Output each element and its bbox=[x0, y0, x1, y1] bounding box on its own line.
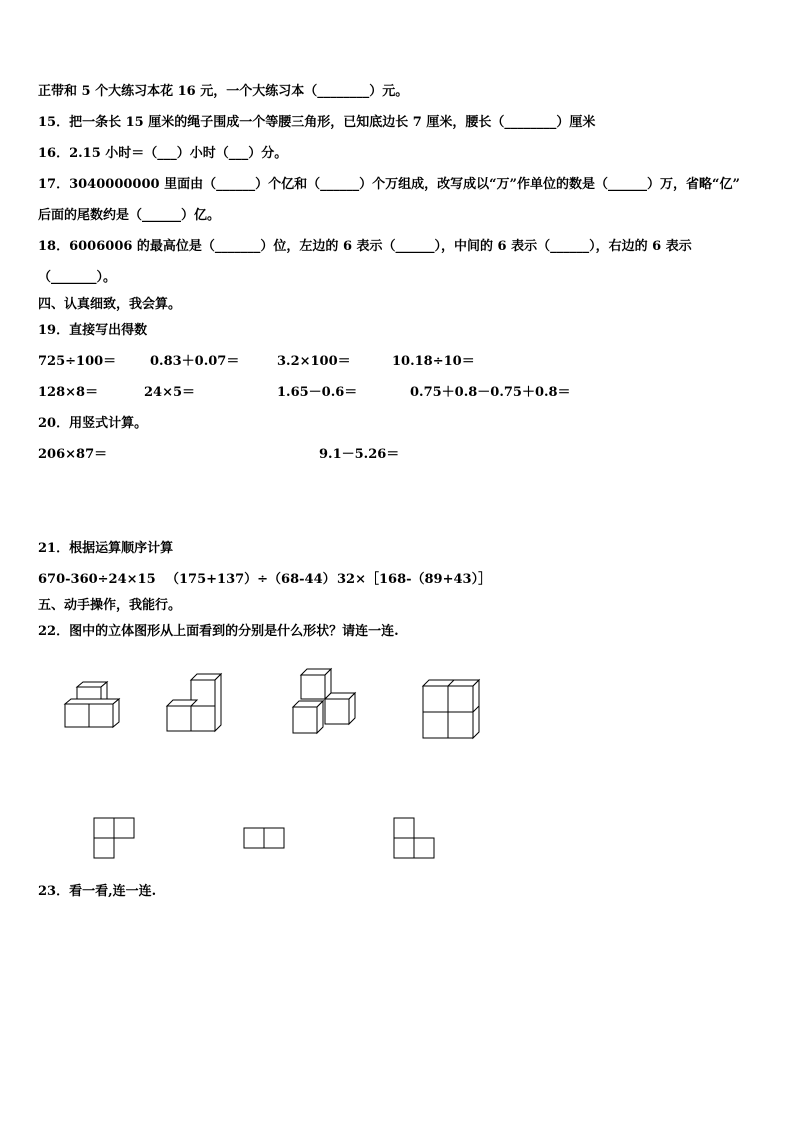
q19-item: 3.2×100＝ bbox=[277, 354, 351, 369]
solid-figure-4 bbox=[418, 676, 488, 742]
q20-item: 9.1－5.26＝ bbox=[319, 447, 400, 462]
section-4-heading: 四、认真细致，我会算。 bbox=[38, 297, 182, 312]
question-16: 16．2.15 小时＝（___）小时（___）分。 bbox=[38, 146, 288, 161]
q19-item: 10.18÷10＝ bbox=[392, 354, 475, 369]
q20-item: 206×87＝ bbox=[38, 447, 108, 462]
q21-item: 32×［168-（89+43）］ bbox=[337, 572, 492, 587]
q21-item: 670-360÷24×15 bbox=[38, 572, 156, 587]
q19-item: 725÷100＝ bbox=[38, 354, 117, 369]
q19-item: 24×5＝ bbox=[144, 385, 196, 400]
question-21: 21．根据运算顺序计算 bbox=[38, 541, 174, 556]
question-23: 23．看一看,连一连. bbox=[38, 884, 157, 899]
solid-figure-2 bbox=[162, 672, 232, 736]
top-view-shape-1 bbox=[90, 814, 138, 862]
question-19: 19．直接写出得数 bbox=[38, 323, 148, 338]
solid-figure-1 bbox=[60, 682, 130, 732]
q19-item: 128×8＝ bbox=[38, 385, 99, 400]
question-18-line-1: 18．6006006 的最高位是（_______）位，左边的 6 表示（______），中间的 6 表示（______），右边的 6 表示 bbox=[38, 239, 692, 254]
solid-figure-3 bbox=[290, 664, 362, 738]
q21-item: （175+137）÷（68-44） bbox=[166, 572, 336, 587]
section-5-heading: 五、动手操作，我能行。 bbox=[38, 598, 182, 613]
q19-item: 0.75＋0.8－0.75＋0.8＝ bbox=[410, 385, 571, 400]
question-20: 20．用竖式计算。 bbox=[38, 416, 148, 431]
question-15: 15．把一条长 15 厘米的绳子围成一个等腰三角形，已知底边长 7 厘米，腰长（________）厘米 bbox=[38, 115, 596, 130]
question-14-continuation: 正带和 5 个大练习本花 16 元，一个大练习本（________）元。 bbox=[38, 84, 409, 99]
question-17-line-2: 后面的尾数约是（______）亿。 bbox=[38, 208, 221, 223]
q19-item: 0.83＋0.07＝ bbox=[150, 354, 240, 369]
question-22: 22．图中的立体图形从上面看到的分别是什么形状？请连一连. bbox=[38, 624, 399, 639]
question-17-line-1: 17．3040000000 里面由（______）个亿和（______）个万组成，改写成以“万”作单位的数是（______）万，省略“亿” bbox=[38, 177, 740, 192]
question-18-line-2: （_______）。 bbox=[38, 270, 117, 285]
top-view-shape-3 bbox=[390, 814, 438, 862]
top-view-shape-2 bbox=[240, 824, 288, 852]
q19-item: 1.65－0.6＝ bbox=[277, 385, 358, 400]
